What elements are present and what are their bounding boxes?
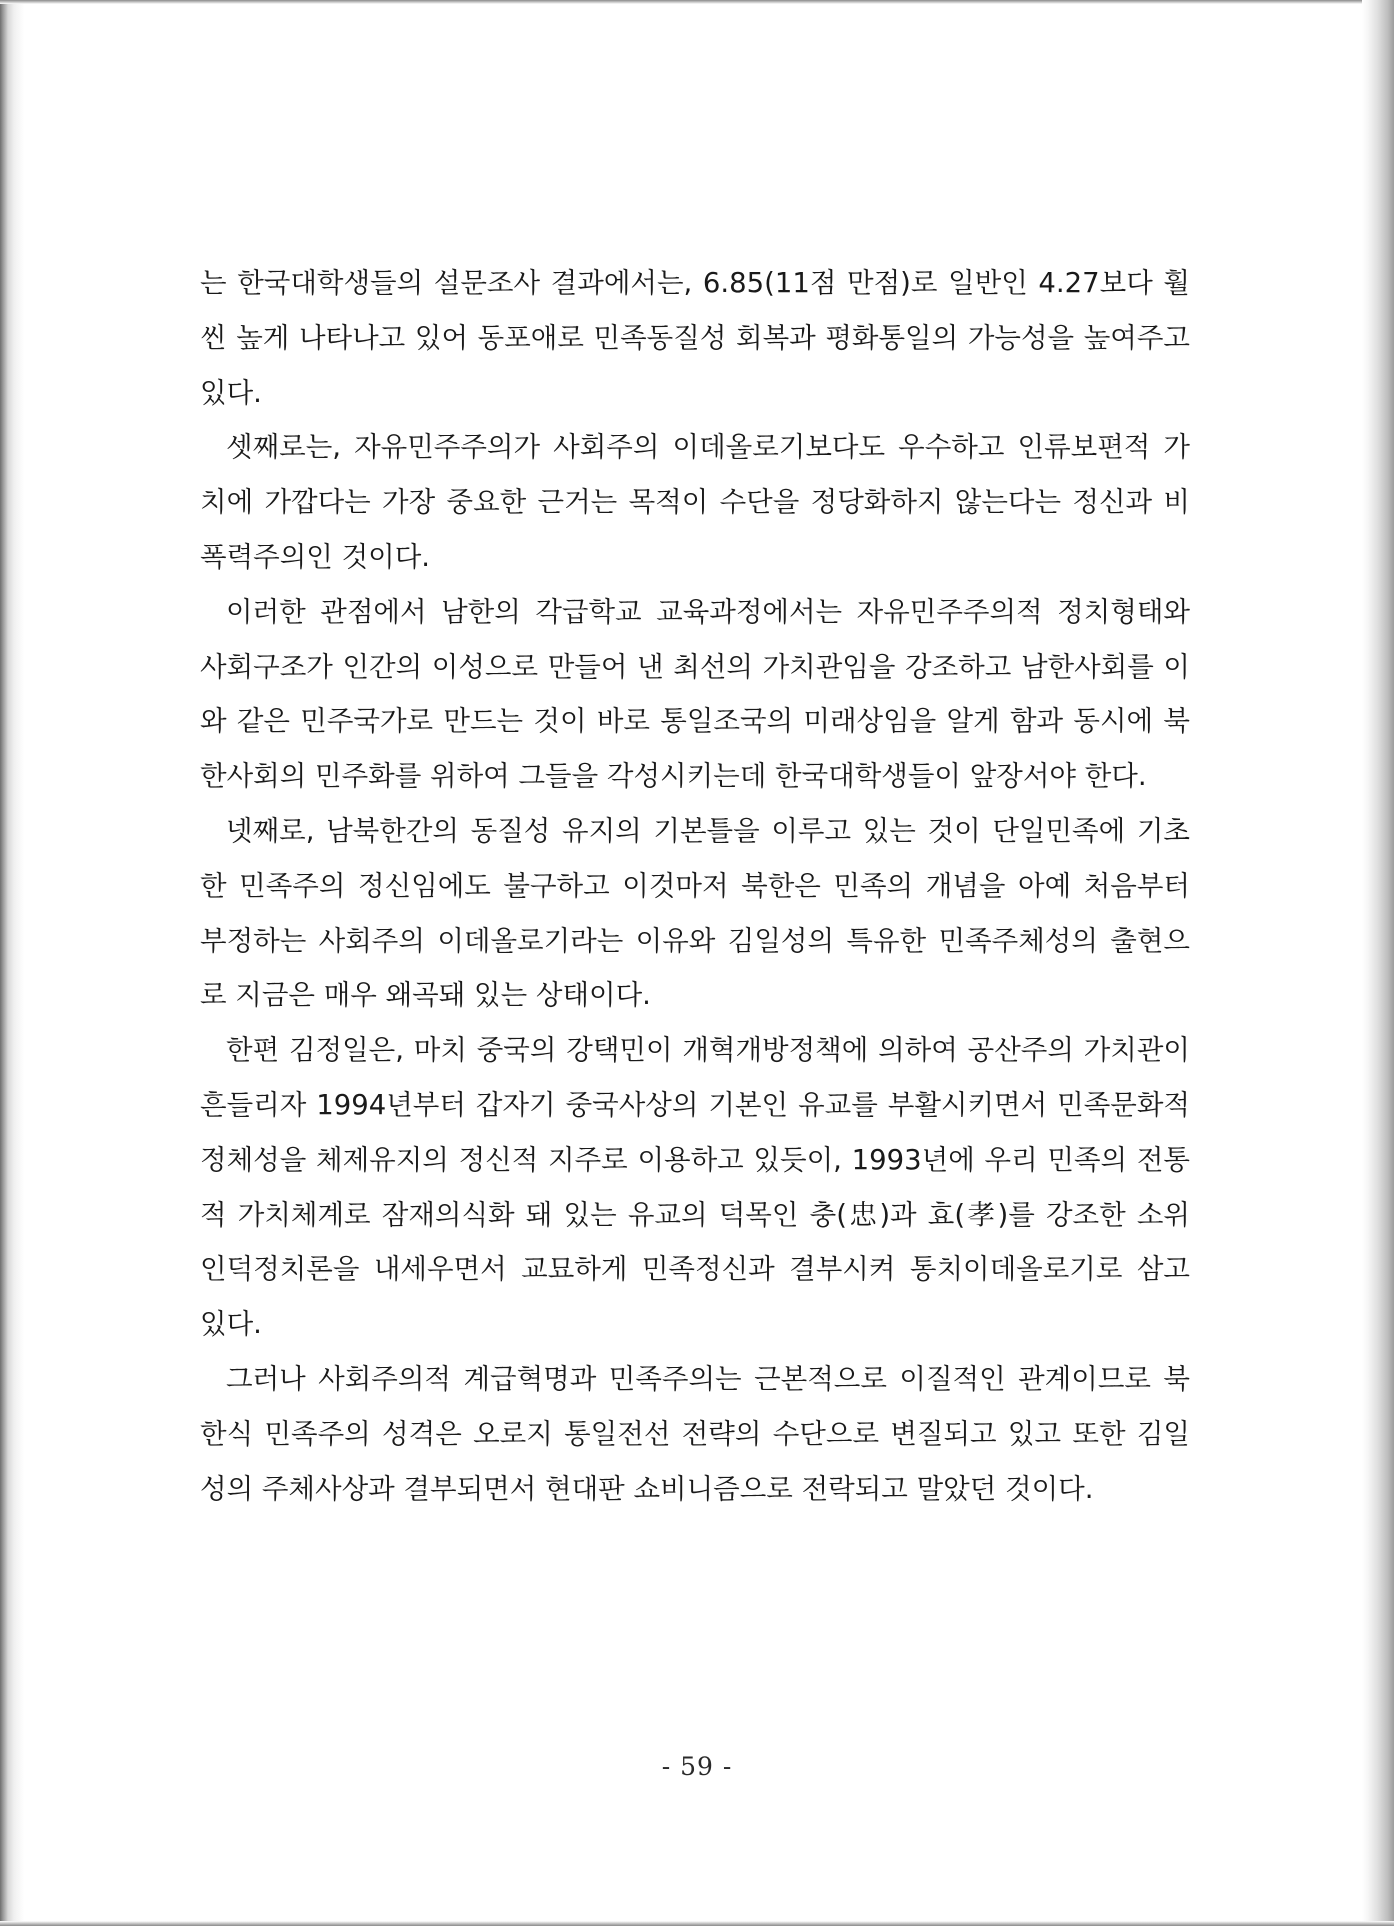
page-bottom-edge-shadow — [0, 1921, 1394, 1926]
paragraph-4: 넷째로, 남북한간의 동질성 유지의 기본틀을 이루고 있는 것이 단일민족에 기초한 민족주의 정신임에도 불구하고 이것마저 북한은 민족의 개념을 아예 처음부터 부정하는 사회주의 이데올로기라는 이유와 김일성의 특유한 민족주체성의 출현으로 지금은 매우 왜곡돼 있는 상태이다. — [200, 814, 1190, 1012]
page-number: - 59 - — [661, 1752, 733, 1781]
paragraph-2: 셋째로는, 자유민주주의가 사회주의 이데올로기보다도 우수하고 인류보편적 가치에 가깝다는 가장 중요한 근거는 목적이 수단을 정당화하지 않는다는 정신과 비폭력주의인 것이다. — [200, 431, 1190, 573]
paragraph-6: 그러나 사회주의적 계급혁명과 민족주의는 근본적으로 이질적인 관계이므로 북한식 민족주의 성격은 오로지 통일전선 전략의 수단으로 변질되고 있고 또한 김일성의 주체사상과 결부되면서 현대판 쇼비니즘으로 전락되고 말았던 것이다. — [200, 1362, 1190, 1505]
page-left-edge-shadow — [0, 0, 24, 1926]
paragraph-3: 이러한 관점에서 남한의 각급학교 교육과정에서는 자유민주주의적 정치형태와 사회구조가 인간의 이성으로 만들어 낸 최선의 가치관임을 강조하고 남한사회를 이와 같은 민주국가로 만드는 것이 바로 통일조국의 미래상임을 알게 함과 동시에 북한사회의 민주화를 위하여 그들을 각성시키는데 한국대학생들이 앞장서야 한다. — [200, 595, 1190, 793]
page-right-edge-shadow — [1362, 0, 1394, 1926]
page-top-edge-shadow — [0, 0, 1394, 4]
paragraph-5: 한편 김정일은, 마치 중국의 강택민이 개혁개방정책에 의하여 공산주의 가치관이 흔들리자 1994년부터 갑자기 중국사상의 기본인 유교를 부활시키면서 민족문화적 정체성을 체제유지의 정신적 지주로 이용하고 있듯이, 1993년에 우리 민족의 전통적 가치체계로 잠재의식화 돼 있는 유교의 덕목인 충(忠)과 효(孝)를 강조한 소위 인덕정치론을 내세우면서 교묘하게 민족정신과 결부시켜 통치이데올로기로 삼고 있다. — [200, 1034, 1190, 1341]
page-body — [200, 256, 1190, 1516]
paragraph-1: 는 한국대학생들의 설문조사 결과에서는, 6.85(11점 만점)로 일반인 4.27보다 훨씬 높게 나타나고 있어 동포애로 민족동질성 회복과 평화통일의 가능성을 높여주고 있다. — [200, 267, 1190, 409]
